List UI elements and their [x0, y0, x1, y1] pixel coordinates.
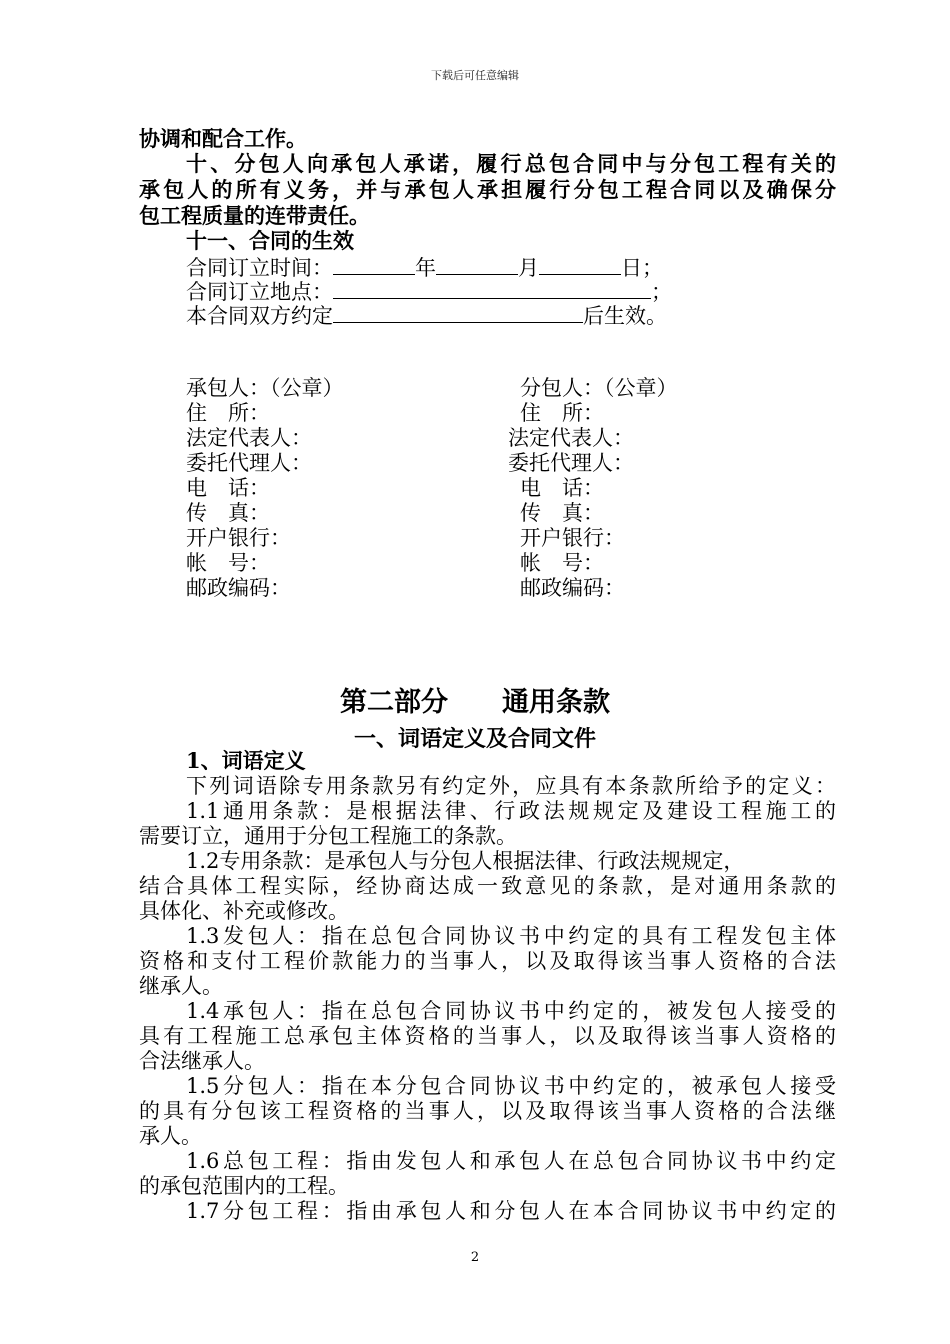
definition-1-2: 1.2专用条款：是承包人与分包人根据法律、行政法规规定，	[186, 849, 745, 873]
definition-1-5: 1.5分包人：指在本分包合同协议书中约定的，被承包人接受	[186, 1074, 836, 1098]
definitions-heading: 1、词语定义	[186, 748, 306, 773]
left-party-address: 住 所：	[186, 401, 270, 425]
definition-1-6: 1.6总包工程：指由发包人和承包人在总包合同协议书中约定	[186, 1149, 836, 1173]
definition-1-4: 合法继承人。	[139, 1049, 265, 1073]
right-party-agent: 委托代理人：	[508, 451, 634, 475]
right-party-bank: 开户银行：	[520, 526, 625, 550]
agree-label: 本合同双方约定	[186, 304, 333, 328]
page-number: 2	[470, 1250, 480, 1265]
clause-10-line: 包工程质量的连带责任。	[139, 203, 370, 228]
clause-10-line: 承包人的所有义务，并与承包人承担履行分包工程合同以及确保分	[139, 177, 836, 202]
right-party-account: 帐 号：	[520, 551, 604, 575]
month-label: 月	[518, 256, 539, 280]
right-party-zip: 邮政编码：	[520, 576, 625, 600]
definition-1-3: 1.3发包人：指在总包合同协议书中约定的具有工程发包主体	[186, 924, 836, 948]
right-party-fax: 传 真：	[520, 501, 604, 525]
month-blank[interactable]	[436, 254, 518, 275]
place-label: 合同订立地点：	[186, 280, 333, 304]
left-party-phone: 电 话：	[186, 476, 270, 500]
agree-blank[interactable]	[333, 302, 583, 323]
year-label: 年	[415, 256, 436, 280]
definition-1-2: 具体化、补充或修改。	[139, 899, 349, 923]
left-party-account: 帐 号：	[186, 551, 270, 575]
left-party-bank: 开户银行：	[186, 526, 291, 550]
definition-1-4: 具有工程施工总承包主体资格的当事人，以及取得该当事人资格的	[139, 1024, 836, 1048]
contract-place-line	[186, 278, 672, 305]
agree-end: 后生效。	[583, 304, 667, 328]
place-end: ；	[651, 280, 672, 304]
left-party-rep: 法定代表人：	[186, 426, 312, 450]
left-party-title: 承包人：（公章）	[186, 376, 344, 400]
left-party-agent: 委托代理人：	[186, 451, 312, 475]
definition-1-3: 继承人。	[139, 974, 223, 998]
page-header: 下载后可任意编辑	[431, 69, 519, 82]
definition-1-7: 1.7分包工程：指由承包人和分包人在本合同协议书中约定的	[186, 1199, 836, 1223]
intro-line: 协调和配合工作。	[139, 126, 307, 151]
part-two-title: 第二部分 通用条款	[340, 687, 610, 718]
clause-10-line: 十、分包人向承包人承诺，履行总包合同中与分包工程有关的	[186, 151, 836, 176]
contract-effect-line	[186, 302, 667, 329]
definition-1-1: 1.1通用条款：是根据法律、行政法规规定及建设工程施工的	[186, 799, 836, 823]
definitions-intro: 下列词语除专用条款另有约定外，应具有本条款所给予的定义：	[186, 774, 836, 798]
definition-1-5: 承人。	[139, 1124, 202, 1148]
day-label: 日；	[621, 256, 663, 280]
part-two-subtitle: 一、词语定义及合同文件	[353, 726, 596, 752]
definition-1-6: 的承包范围内的工程。	[139, 1174, 349, 1198]
definition-1-2: 结合具体工程实际，经协商达成一致意见的条款，是对通用条款的	[139, 874, 836, 898]
definition-1-1: 需要订立，通用于分包工程施工的条款。	[139, 824, 517, 848]
right-party-rep: 法定代表人：	[508, 426, 634, 450]
place-blank[interactable]	[333, 278, 651, 299]
left-party-zip: 邮政编码：	[186, 576, 291, 600]
day-blank[interactable]	[539, 254, 621, 275]
section-11-heading: 十一、合同的生效	[186, 228, 354, 253]
definition-1-4: 1.4承包人：指在总包合同协议书中约定的，被发包人接受的	[186, 999, 836, 1023]
right-party-address: 住 所：	[520, 401, 604, 425]
right-party-title: 分包人：（公章）	[520, 376, 678, 400]
year-blank[interactable]	[333, 254, 415, 275]
contract-time-line	[186, 254, 663, 281]
definition-1-3: 资格和支付工程价款能力的当事人，以及取得该当事人资格的合法	[139, 949, 836, 973]
definition-1-5: 的具有分包该工程资格的当事人，以及取得该当事人资格的合法继	[139, 1099, 836, 1123]
right-party-phone: 电 话：	[520, 476, 604, 500]
time-label: 合同订立时间：	[186, 256, 333, 280]
left-party-fax: 传 真：	[186, 501, 270, 525]
